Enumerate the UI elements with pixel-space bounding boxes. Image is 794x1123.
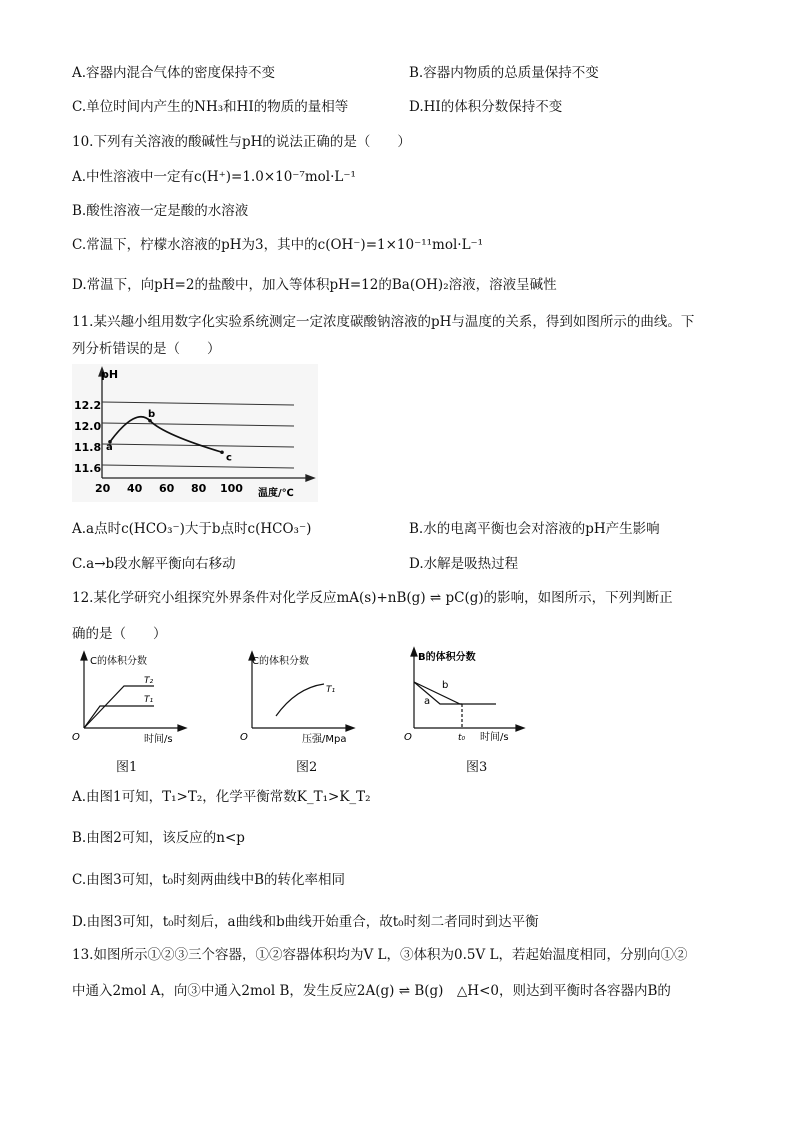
q10-option-a: A.中性溶液中一定有c(H⁺)=1.0×10⁻⁷mol·L⁻¹ [72,169,356,185]
q10-option-c: C.常温下，柠檬水溶液的pH为3，其中的c(OH⁻)=1×10⁻¹¹mol·L⁻¹ [72,237,484,253]
y-axis-label: pH [101,368,119,381]
x-tick-label: 20 [95,482,111,495]
q12-stem-line1: 12.某化学研究小组探究外界条件对化学反应mA(s)+nB(g) ⇌ pC(g)的影响，如图所示，下列判断正 [72,590,673,606]
figure-1 [70,650,190,744]
label-t1: T₁ [326,685,336,695]
q13-line2: 中通入2mol A，向③中通入2mol B，发生反应2A(g) ⇌ B(g) △H<0，则达到平衡时各容器内B的 [72,983,671,999]
point-c [220,450,224,454]
curve-t2 [84,686,154,728]
x-tick-label: 80 [191,482,207,495]
t0-label: t₀ [458,733,466,743]
figure-1-caption: 图1 [116,760,138,775]
q11-stem-line1: 11.某兴趣小组用数字化实验系统测定一定浓度碳酸钠溶液的pH与温度的关系，得到如图所示的曲线。下 [72,314,695,330]
q9-option-c: C.单位时间内产生的NH₃和HI的物质的量相等 [72,99,349,115]
y-tick-label: 11.6 [74,462,102,475]
x-axis-label: 时间/s [144,734,173,744]
q12-option-d: D.由图3可知，t₀时刻后，a曲线和b曲线开始重合，故t₀时刻二者同时到达平衡 [72,914,539,930]
q10-stem: 10.下列有关溶液的酸碱性与pH的说法正确的是（ ） [72,134,411,150]
label-b: b [442,680,449,691]
y-tick-label: 11.8 [74,441,102,454]
origin-label: O [404,732,412,743]
x-tick-label: 100 [220,482,243,495]
q12-option-b: B.由图2可知，该反应的n<p [72,830,245,846]
q10-option-d: D.常温下，向pH=2的盐酸中，加入等体积pH=12的Ba(OH)₂溶液，溶液呈碱性 [72,277,557,293]
x-axis-label: 时间/s [480,732,509,743]
y-axis-label: B的体积分数 [418,652,476,663]
q9-option-a: A.容器内混合气体的密度保持不变 [72,65,276,81]
q11-stem-line2: 列分析错误的是（ ） [72,341,221,357]
figure-2-caption: 图2 [296,760,318,775]
q9-option-d: D.HI的体积分数保持不变 [409,99,563,115]
x-axis-label: 压强/Mpa [302,734,347,744]
label-t2: T₂ [144,676,154,686]
figure-2 [238,650,358,744]
ph-temperature-chart [72,364,318,502]
q11-option-d: D.水解是吸热过程 [409,556,519,572]
q11-option-c: C.a→b段水解平衡向右移动 [72,556,236,572]
q11-option-a: A.a点时c(HCO₃⁻)大于b点时c(HCO₃⁻) [72,521,312,537]
y-axis-label: C的体积分数 [90,656,147,667]
y-axis-label: C的体积分数 [252,656,309,667]
y-tick-label: 12.2 [74,399,102,412]
q12-stem-line2: 确的是（ ） [72,626,167,642]
curve-t1 [276,684,324,716]
point-label-a: a [106,441,113,453]
x-axis-label: 温度/℃ [258,488,294,499]
point-label-b: b [148,408,156,420]
figure-3 [404,646,526,744]
origin-label: O [72,732,80,743]
x-tick-label: 40 [127,482,143,495]
q9-option-b: B.容器内物质的总质量保持不变 [409,65,599,81]
q11-option-b: B.水的电离平衡也会对溶液的pH产生影响 [409,521,660,537]
figure-3-caption: 图3 [466,760,488,775]
point-label-c: c [226,452,232,464]
q13-line1: 13.如图所示①②③三个容器，①②容器体积均为V L，③体积为0.5V L，若起始温度相同，分别向①② [72,947,688,963]
q10-option-b: B.酸性溶液一定是酸的水溶液 [72,203,249,219]
q12-option-a: A.由图1可知，T₁>T₂，化学平衡常数K_T₁>K_T₂ [72,789,371,805]
origin-label: O [240,732,248,743]
label-t1: T₁ [144,695,154,705]
x-tick-label: 60 [159,482,175,495]
y-tick-label: 12.0 [74,420,102,433]
label-a: a [424,696,431,707]
q12-option-c: C.由图3可知，t₀时刻两曲线中B的转化率相同 [72,872,345,888]
